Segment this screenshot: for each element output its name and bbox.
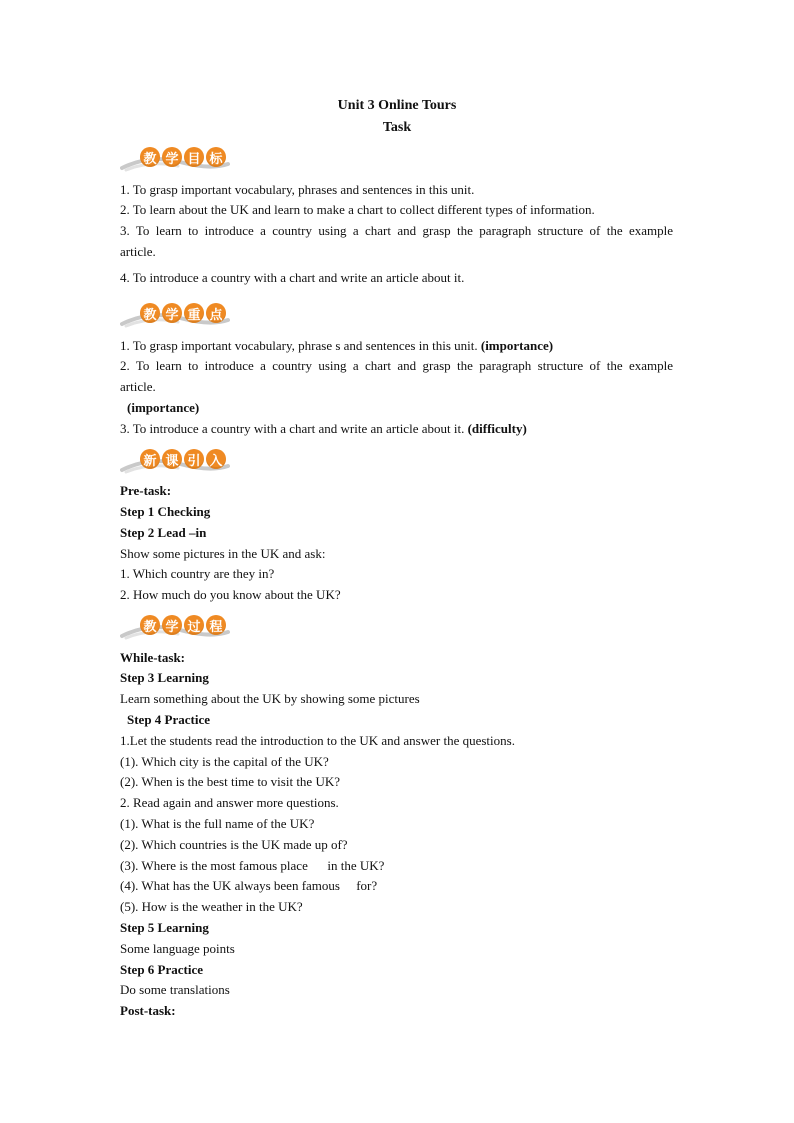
objective-2: 2. To learn about the UK and learn to make a chart to collect different types of information. (120, 202, 595, 217)
practice-2-question-1: (1). What is the full name of the UK? (120, 816, 315, 831)
intro-question-1: 1. Which country are they in? (120, 566, 275, 581)
section-char: 教 (140, 615, 160, 635)
step-1-heading: Step 1 Checking (120, 504, 211, 519)
step-2-heading: Step 2 Lead –in (120, 525, 207, 540)
key-point-3 (120, 420, 527, 438)
key-point-3-text: 3. To introduce a country with a chart and write an article about it. (120, 421, 468, 436)
practice-2-question-5: (5). How is the weather in the UK? (120, 899, 303, 914)
document-title: Unit 3 Online Tours (337, 98, 457, 113)
practice-2: 2. Read again and answer more questions. (120, 795, 339, 810)
section-char: 入 (206, 449, 226, 469)
objective-4: 4. To introduce a country with a chart and write an article about it. (120, 270, 465, 285)
practice-2-question-4: (4). What has the UK always been famous for? (120, 878, 378, 893)
intro-text: Show some pictures in the UK and ask: (120, 546, 326, 561)
section-char: 程 (206, 615, 226, 635)
intro-question-2: 2. How much do you know about the UK? (120, 587, 341, 602)
section-char: 新 (140, 449, 160, 469)
section-header-intro (120, 448, 230, 474)
practice-1: 1.Let the students read the introduction to the UK and answer the questions. (120, 733, 515, 748)
section-char: 引 (184, 449, 204, 469)
section-char: 学 (162, 303, 182, 323)
while-task-heading: While-task: (120, 650, 185, 665)
step-4-heading: Step 4 Practice (127, 712, 211, 727)
step-6-heading: Step 6 Practice (120, 962, 204, 977)
key-point-2-cont: article. (120, 379, 156, 394)
objective-1: 1. To grasp important vocabulary, phrases and sentences in this unit. (120, 182, 475, 197)
importance-tag: (importance) (480, 338, 554, 353)
importance-tag: (importance) (127, 400, 200, 415)
section-header-objectives (120, 146, 230, 172)
key-point-2: 2. To learn to introduce a country using a chart and grasp the paragraph structure of the example (120, 358, 673, 373)
practice-1-question-1: (1). Which city is the capital of the UK? (120, 754, 329, 769)
section-header-key-points (120, 302, 230, 328)
section-char: 课 (162, 449, 182, 469)
section-char: 标 (206, 147, 226, 167)
step-6-text: Do some translations (120, 982, 230, 997)
step-5-heading: Step 5 Learning (120, 920, 209, 935)
section-char: 学 (162, 147, 182, 167)
step-3-text: Learn something about the UK by showing some pictures (120, 691, 420, 706)
difficulty-tag: (difficulty) (467, 421, 527, 436)
step-5-text: Some language points (120, 941, 235, 956)
section-char: 重 (184, 303, 204, 323)
section-header-process (120, 614, 230, 640)
section-char: 教 (140, 303, 160, 323)
objective-3: 3. To learn to introduce a country using a chart and grasp the paragraph structure of the example (120, 223, 673, 238)
key-point-1-text: 1. To grasp important vocabulary, phrase s and sentences in this unit. (120, 338, 481, 353)
practice-1-question-2: (2). When is the best time to visit the UK? (120, 774, 340, 789)
section-char: 学 (162, 615, 182, 635)
post-task-heading: Post-task: (120, 1003, 176, 1018)
objective-3-cont: article. (120, 244, 156, 259)
section-char: 过 (184, 615, 204, 635)
document-subtitle: Task (382, 120, 412, 135)
pre-task-heading: Pre-task: (120, 483, 172, 498)
section-char: 教 (140, 147, 160, 167)
practice-2-question-2: (2). Which countries is the UK made up of? (120, 837, 348, 852)
practice-2-question-3: (3). Where is the most famous place in the UK? (120, 858, 385, 873)
key-point-1 (120, 337, 553, 355)
step-3-heading: Step 3 Learning (120, 670, 209, 685)
section-char: 目 (184, 147, 204, 167)
section-char: 点 (206, 303, 226, 323)
